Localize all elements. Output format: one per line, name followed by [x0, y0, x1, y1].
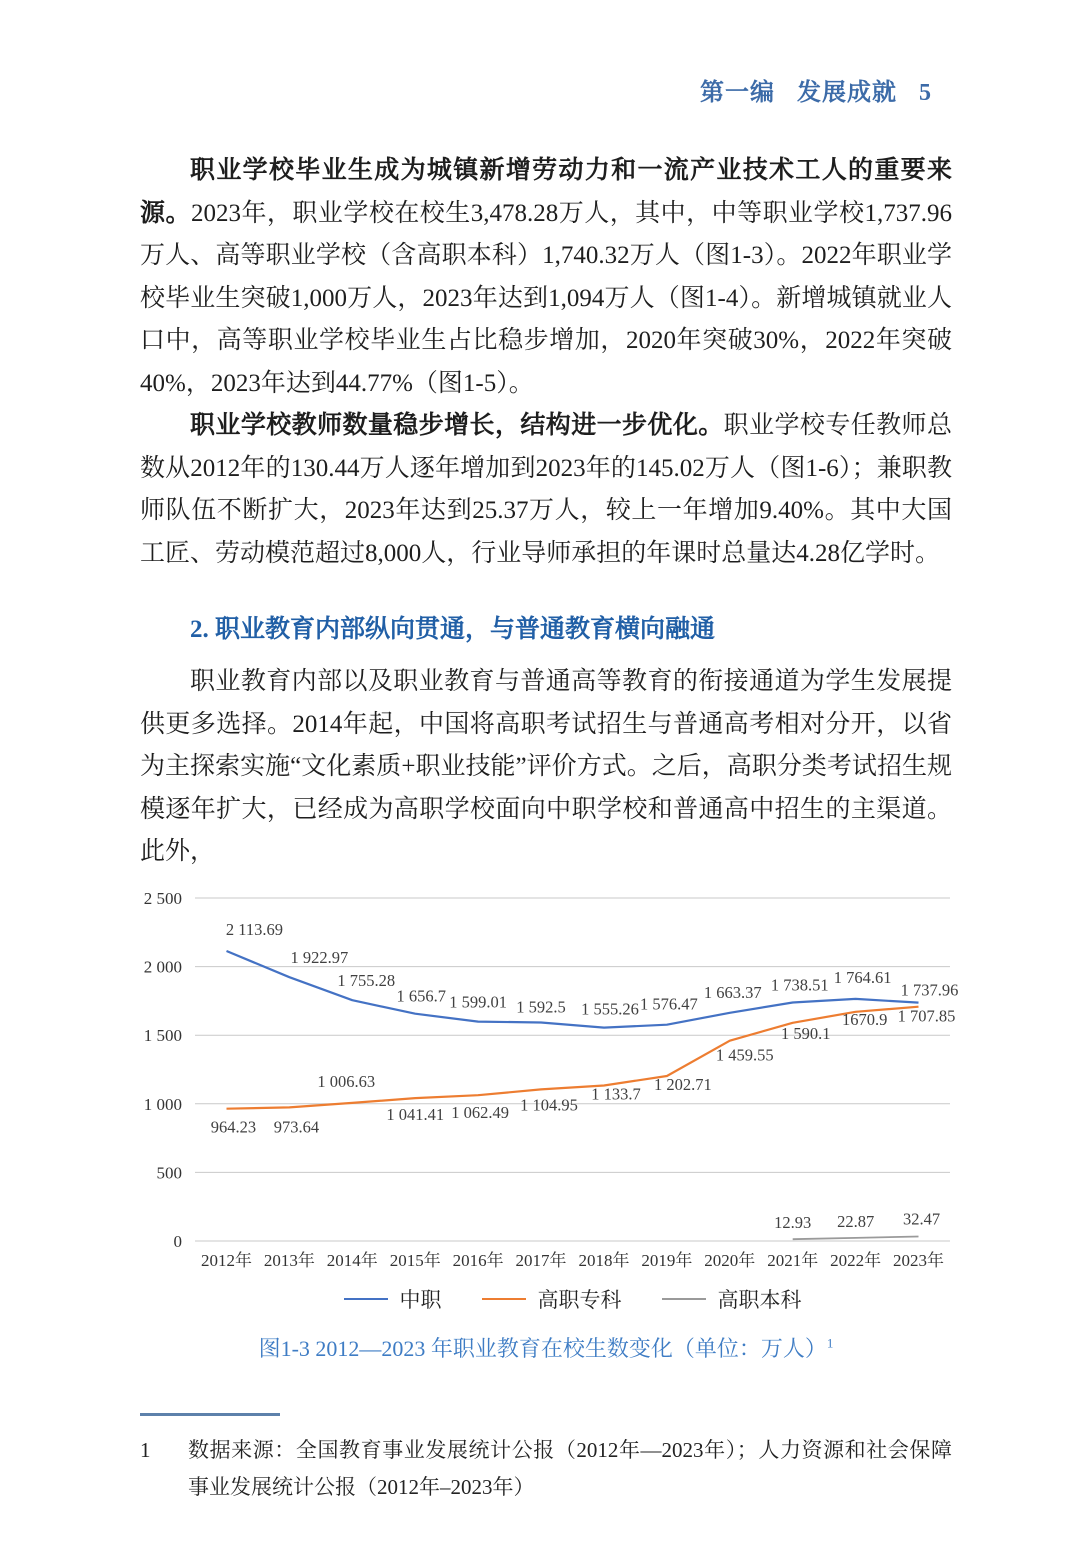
x-axis-tick-label: 2022年: [830, 1250, 882, 1270]
footnote-block: [140, 1413, 952, 1506]
data-label: 2 113.69: [225, 919, 284, 939]
legend-label: 高职本科: [717, 1287, 802, 1312]
data-label: 1 707.85: [897, 1006, 956, 1026]
y-axis-tick-label: 1 000: [143, 1094, 182, 1114]
y-axis-tick-label: 0: [173, 1231, 182, 1251]
x-axis-tick-label: 2021年: [767, 1250, 819, 1270]
data-label: 32.47: [902, 1209, 941, 1229]
y-axis-tick-label: 500: [156, 1162, 182, 1182]
data-label: 1 041.41: [386, 1104, 445, 1124]
data-label: 1 104.95: [520, 1094, 578, 1114]
data-label: 1 202.71: [654, 1074, 712, 1094]
y-axis-tick-label: 2 000: [143, 957, 182, 977]
x-axis-tick-label: 2015年: [389, 1250, 441, 1270]
data-label: 1 459.55: [715, 1045, 774, 1065]
paragraph-3: 职业教育内部以及职业教育与普通高等教育的衔接通道为学生发展提供更多选择。2014年起，中国将高职考试招生与普通高考相对分开，以省为主探索实施“文化素质+职业技能”评价方式。之后，高职分类考试招生规模逐年扩大，已经成为高职学校面向中职学校和普通高中招生的主渠道。此外，: [140, 668, 952, 865]
legend-line-sample: [482, 1298, 526, 1300]
x-axis-tick-label: 2023年: [893, 1250, 945, 1270]
x-axis-tick-label: 2017年: [515, 1250, 567, 1270]
data-label: 1670.9: [841, 1009, 888, 1029]
figure-1-3: [140, 888, 959, 1363]
legend-label: 中职: [399, 1287, 442, 1312]
paragraph-2-lead: 职业学校教师数量稳步增长，结构进一步优化。: [190, 412, 724, 439]
line-chart: [140, 890, 970, 1280]
data-label: 1 738.51: [770, 974, 829, 994]
paragraph-1: [140, 150, 952, 405]
x-axis-tick-label: 2019年: [641, 1250, 693, 1270]
data-label: 1 737.96: [900, 980, 959, 1000]
data-label: 1 006.63: [317, 1071, 376, 1091]
data-label: 1 133.7: [591, 1083, 641, 1103]
legend-item-高职专科: [482, 1284, 622, 1314]
y-axis-tick-label: 1 500: [143, 1025, 182, 1045]
footnote-text: 数据来源：全国教育事业发展统计公报（2012年—2023年）；人力资源和社会保障事业发展统计公报（2012年–2023年）: [188, 1437, 952, 1499]
data-label: 1 555.26: [581, 999, 639, 1019]
data-label: 1 764.61: [833, 967, 892, 987]
legend-label: 高职专科: [537, 1287, 622, 1312]
series-line-高职本科: [793, 1236, 919, 1239]
figure-caption-text: 图1-3 2012—2023 年职业教育在校生数变化（单位：万人）: [258, 1335, 827, 1361]
x-axis-tick-label: 2018年: [578, 1250, 630, 1270]
section-heading: 2. 职业教育内部纵向贯通，与普通教育横向融通: [190, 616, 716, 643]
page-number: 5: [919, 80, 932, 106]
paragraph-2-body: 职业学校专任教师总数从2012年的130.44万人逐年增加到2023年的145.02万人（图1-6）；兼职教师队伍不断扩大，2023年达到25.37万人，较上一年增加9.40%。其中大国工匠、劳动模范超过8,000人，行业导师承担的年课时总量达4.28亿学时。: [140, 412, 952, 567]
chart-legend: [195, 1284, 950, 1314]
x-axis-tick-label: 2016年: [452, 1250, 504, 1270]
data-label: 1 062.49: [451, 1102, 509, 1122]
series-line-高职专科: [227, 1006, 919, 1108]
data-label: 973.64: [273, 1116, 320, 1136]
header-title: 发展成就: [797, 80, 897, 106]
x-axis-tick-label: 2012年: [200, 1250, 252, 1270]
legend-item-中职: [344, 1284, 442, 1314]
footnote: [140, 1432, 952, 1506]
data-label: 1 922.97: [290, 947, 349, 967]
footnote-divider: [140, 1413, 280, 1416]
data-label: 1 599.01: [449, 992, 507, 1012]
data-label: 1 592.5: [516, 997, 566, 1017]
x-axis-tick-label: 2014年: [326, 1250, 378, 1270]
y-axis-tick-label: 2 500: [143, 888, 182, 908]
data-label: 1 656.7: [396, 986, 446, 1006]
data-label: 1 663.37: [703, 982, 762, 1002]
legend-item-高职本科: [662, 1284, 802, 1314]
data-label: 1 576.47: [640, 994, 698, 1014]
header-section: 第一编: [700, 80, 775, 106]
page-content: [140, 150, 959, 1506]
page-header: [700, 72, 932, 107]
data-label: 1 755.28: [337, 970, 396, 990]
figure-caption: [140, 1332, 952, 1363]
legend-line-sample: [662, 1298, 706, 1300]
figure-caption-footnote-ref: 1: [826, 1335, 834, 1351]
data-label: 1 590.1: [780, 1023, 831, 1043]
data-label: 964.23: [210, 1117, 257, 1137]
x-axis-tick-label: 2013年: [263, 1250, 315, 1270]
paragraph-1-body: 2023年，职业学校在校生3,478.28万人，其中，中等职业学校1,737.96万人、高等职业学校（含高职本科）1,740.32万人（图1-3）。2022年职业学校毕业生突破1,000万人，2023年达到1,094万人（图1-4）。新增城镇就业人口中，高等职业学校毕业生占比稳步增加，2020年突破30%，2022年突破40%，2023年达到44.77%（图1-5）。: [140, 199, 952, 397]
data-label: 22.87: [837, 1211, 875, 1231]
data-label: 12.93: [774, 1212, 812, 1232]
paragraph-1-lead: 职业学校毕业生成为城镇新增劳动力和一流产业技术工人的重要来源。: [140, 157, 952, 227]
x-axis-tick-label: 2020年: [704, 1250, 756, 1270]
paragraph-2: [140, 405, 952, 575]
footnote-marker: 1: [140, 1437, 151, 1462]
legend-line-sample: [344, 1298, 388, 1300]
